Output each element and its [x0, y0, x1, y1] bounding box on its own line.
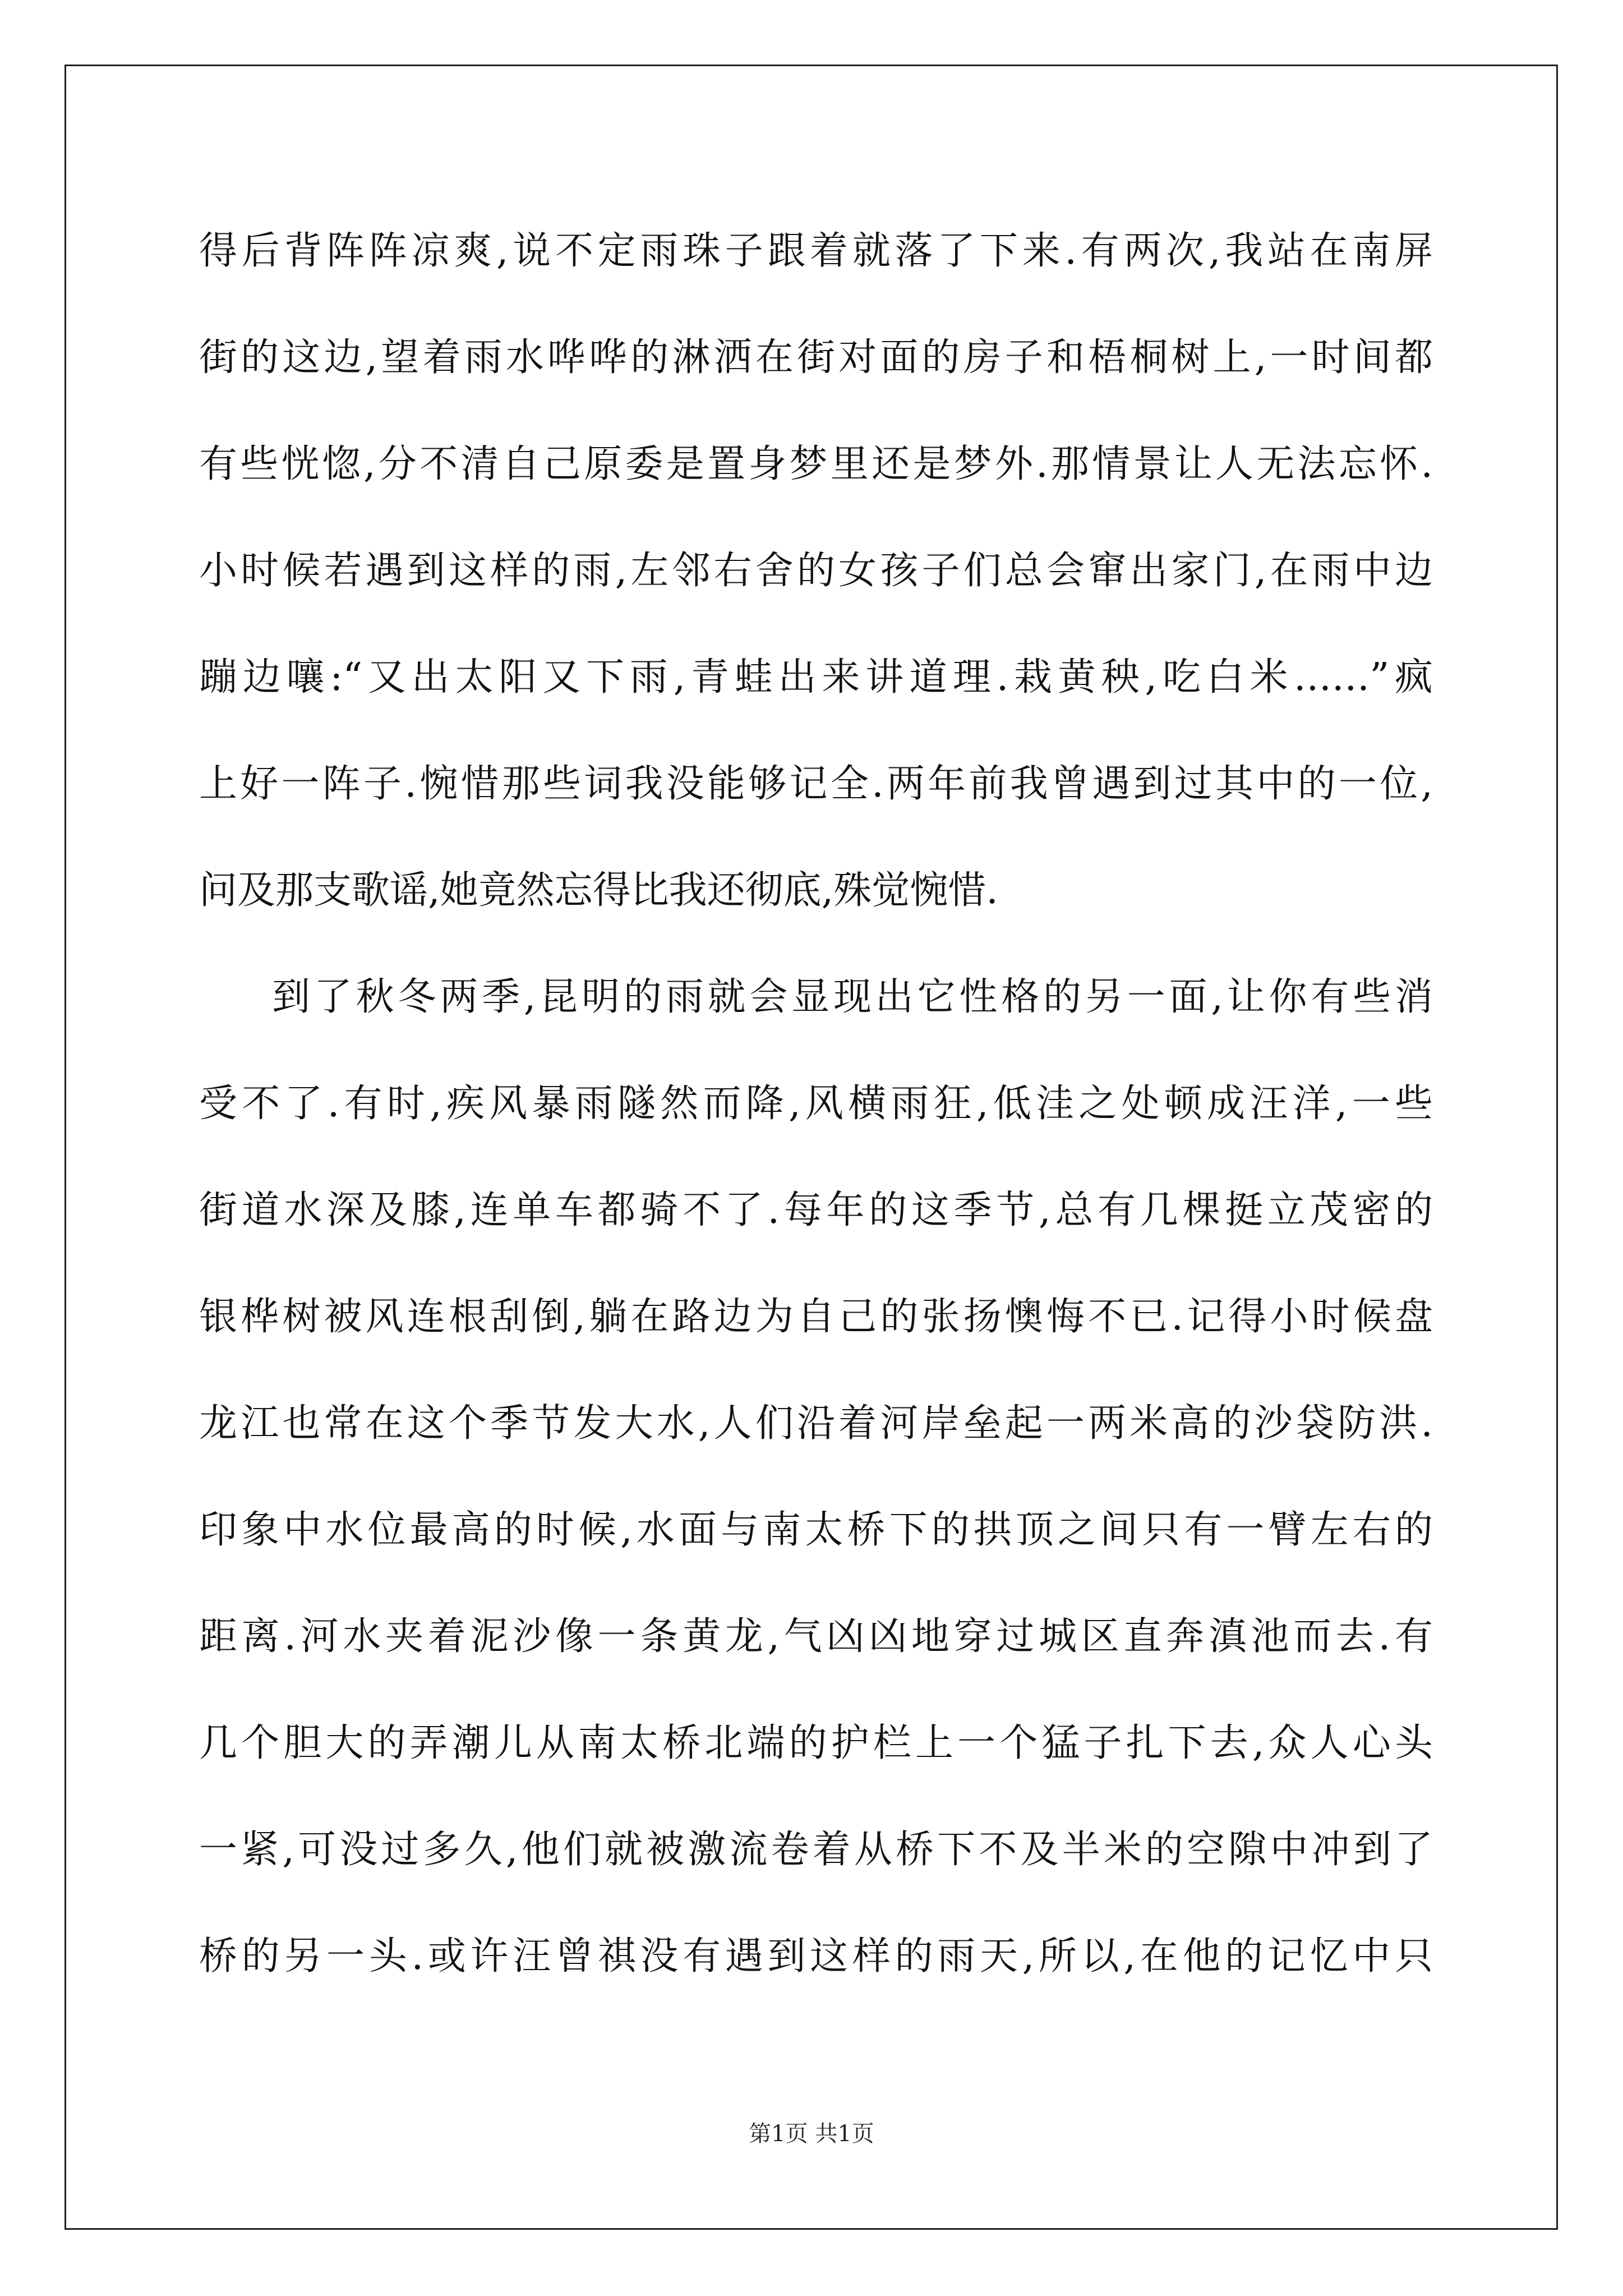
- text-line: 桥的另一头.或许汪曾祺没有遇到这样的雨天,所以,在他的记忆中只: [199, 1934, 1433, 1978]
- text-line: 小时候若遇到这样的雨,左邻右舍的女孩子们总会窜出家门,在雨中边: [199, 549, 1433, 593]
- text-line: 受不了.有时,疾风暴雨隧然而降,风横雨狂,低洼之处顿成汪洋,一些: [199, 1082, 1433, 1126]
- paragraph-last-line: 问及那支歌谣,她竟然忘得比我还彻底,殊觉惋惜.: [199, 868, 998, 913]
- text-line: 几个胆大的弄潮儿从南太桥北端的护栏上一个猛子扎下去,众人心头: [199, 1721, 1433, 1765]
- text-line: 得后背阵阵凉爽,说不定雨珠子跟着就落了下来.有两次,我站在南屏: [199, 229, 1433, 273]
- page-number-footer: 第1页 共1页: [749, 2121, 874, 2147]
- text-line: 街道水深及膝,连单车都骑不了.每年的这季节,总有几棵挺立茂密的: [199, 1188, 1433, 1232]
- text-line: 龙江也常在这个季节发大水,人们沿着河岸垒起一两米高的沙袋防洪.: [199, 1401, 1433, 1446]
- text-line: 距离.河水夹着泥沙像一条黄龙,气凶凶地穿过城区直奔滇池而去.有: [199, 1614, 1433, 1659]
- text-line: 印象中水位最高的时候,水面与南太桥下的拱顶之间只有一臂左右的: [199, 1508, 1433, 1552]
- text-line: 街的这边,望着雨水哗哗的淋洒在街对面的房子和梧桐树上,一时间都: [199, 335, 1433, 380]
- document-body: [199, 212, 1433, 2024]
- text-line: 蹦边嚷:“又出太阳又下雨,青蛙出来讲道理.栽黄秧,吃白米……”疯: [199, 655, 1433, 700]
- paragraph-first-line: 到了秋冬两季,昆明的雨就会显现出它性格的另一面,让你有些消: [272, 975, 1433, 1019]
- text-line: 有些恍惚,分不清自己原委是置身梦里还是梦外.那情景让人无法忘怀.: [199, 442, 1433, 486]
- text-line: 上好一阵子.惋惜那些词我没能够记全.两年前我曾遇到过其中的一位,: [199, 762, 1433, 806]
- text-line: 银桦树被风连根刮倒,躺在路边为自己的张扬懊悔不已.记得小时候盘: [199, 1295, 1433, 1339]
- text-line: 一紧,可没过多久,他们就被激流卷着从桥下不及半米的空隙中冲到了: [199, 1828, 1433, 1872]
